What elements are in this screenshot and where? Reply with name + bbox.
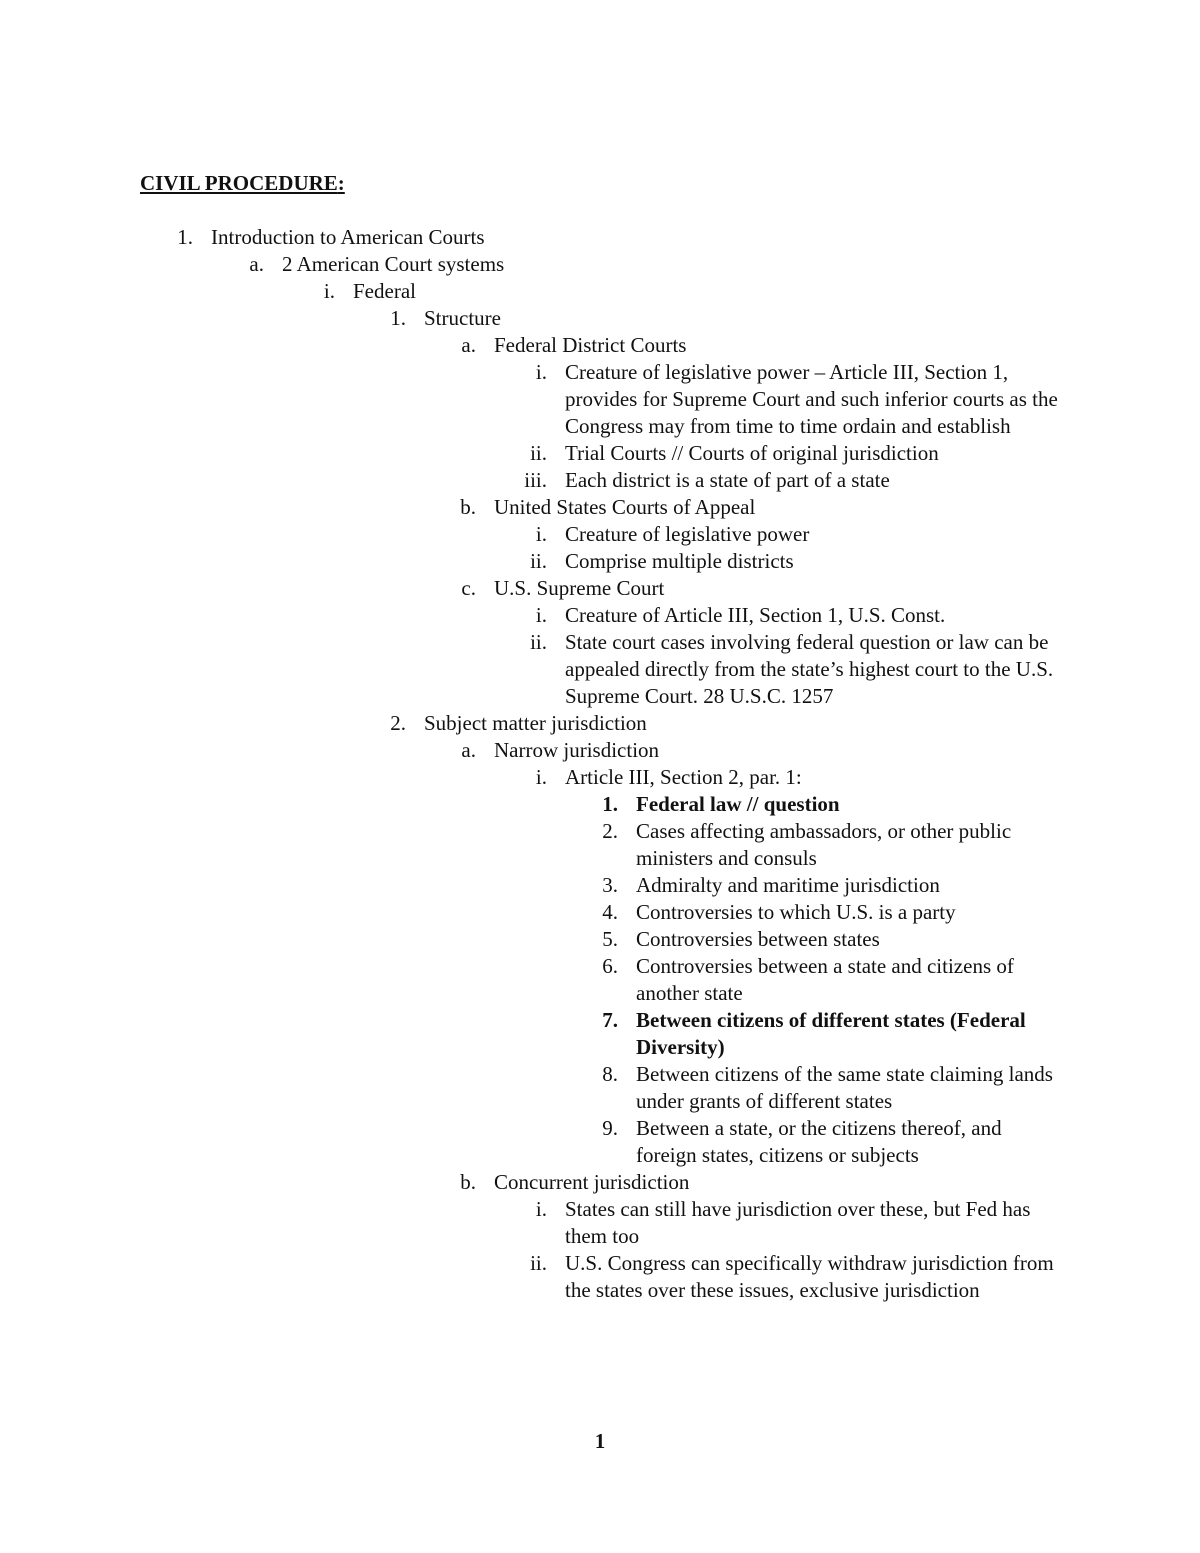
outline-item (535, 359, 1062, 440)
outline-marker: b. (460, 1170, 476, 1194)
outline-text: Structure (424, 306, 501, 330)
outline-text: Trial Courts // Courts of original jurisdiction (565, 441, 939, 465)
outline-marker: b. (460, 495, 476, 519)
outline-item (390, 305, 1062, 332)
outline-text: U.S. Supreme Court (494, 576, 665, 600)
outline-marker: ii. (530, 441, 547, 465)
outline-marker: a. (249, 252, 264, 276)
outline-text: Federal law // question (636, 792, 840, 816)
outline-item (460, 1169, 1062, 1196)
outline-text: Article III, Section 2, par. 1: (565, 765, 802, 789)
outline-text: Narrow jurisdiction (494, 738, 660, 762)
outline-marker: i. (535, 522, 547, 546)
outline-item (461, 737, 1062, 764)
outline-item (535, 764, 1062, 791)
outline-item (602, 1007, 1062, 1061)
outline-text: Each district is a state of part of a state (565, 468, 890, 492)
page-number: 1 (594, 1429, 606, 1453)
document-title-suffix: : (337, 171, 345, 195)
outline-item (530, 629, 1062, 710)
outline-marker: i. (535, 360, 547, 384)
outline-text: Federal District Courts (494, 333, 687, 357)
outline-text: Creature of legislative power – Article III, Section 1, provides for Supreme Court and such inferior courts as the Congress may from time to time ordain and establish (565, 360, 1058, 438)
outline-item (602, 872, 1062, 899)
outline-item (249, 251, 1062, 278)
outline-marker: ii. (530, 630, 547, 654)
outline-marker: 1. (390, 306, 406, 330)
outline-item (602, 926, 1062, 953)
outline-item (524, 467, 1062, 494)
outline-marker: 8. (602, 1062, 618, 1086)
outline-marker: 1. (177, 225, 193, 249)
outline-text: Creature of legislative power (565, 522, 810, 546)
outline-text: Controversies between states (636, 927, 880, 951)
outline-marker: 9. (602, 1116, 618, 1140)
outline-text: United States Courts of Appeal (494, 495, 756, 519)
outline-item (602, 1115, 1062, 1169)
outline-text: Introduction to American Courts (211, 225, 485, 249)
outline-text: Subject matter jurisdiction (424, 711, 647, 735)
outline-item (602, 1061, 1062, 1115)
outline-marker: iii. (524, 468, 547, 492)
outline-marker: 2. (390, 711, 406, 735)
outline-text: Concurrent jurisdiction (494, 1170, 690, 1194)
outline-item (530, 548, 1062, 575)
outline-item (602, 899, 1062, 926)
outline-text: State court cases involving federal question or law can be appealed directly from the state’s highest court to the U.S. Supreme Court. 28 U.S.C. 1257 (565, 630, 1054, 708)
outline-item (177, 224, 1062, 251)
document-title-text: CIVIL PROCEDURE (140, 171, 338, 195)
outline-text: Between a state, or the citizens thereof, and foreign states, citizens or subjects (636, 1116, 1002, 1167)
outline-marker: a. (461, 738, 476, 762)
outline-item (390, 710, 1062, 737)
outline-item (460, 494, 1062, 521)
outline-marker: 2. (602, 819, 618, 843)
outline-marker: a. (461, 333, 476, 357)
document-title (140, 168, 345, 198)
outline-marker: i. (535, 1197, 547, 1221)
outline-marker: c. (461, 576, 476, 600)
outline-text: Controversies between a state and citizens of another state (636, 954, 1014, 1005)
outline-text: Cases affecting ambassadors, or other public ministers and consuls (636, 819, 1012, 870)
outline-text: Comprise multiple districts (565, 549, 794, 573)
outline-item (323, 278, 1062, 305)
outline-item (602, 818, 1062, 872)
outline-item (602, 953, 1062, 1007)
outline-marker: 7. (602, 1008, 618, 1032)
outline-item (602, 791, 1062, 818)
outline-marker: 5. (602, 927, 618, 951)
outline-marker: 3. (602, 873, 618, 897)
outline-marker: i. (535, 603, 547, 627)
outline-item (461, 575, 1062, 602)
outline-item (530, 440, 1062, 467)
outline-marker: 1. (602, 792, 618, 816)
outline-text: Between citizens of different states (Federal Diversity) (636, 1008, 1026, 1059)
outline-marker: ii. (530, 1251, 547, 1275)
outline-text: Between citizens of the same state claiming lands under grants of different states (636, 1062, 1053, 1113)
outline-marker: i. (535, 765, 547, 789)
outline-item (535, 521, 1062, 548)
outline-item (461, 332, 1062, 359)
outline-marker: 6. (602, 954, 618, 978)
outline-marker: i. (323, 279, 335, 303)
outline-text: Federal (353, 279, 416, 303)
outline-text: Admiralty and maritime jurisdiction (636, 873, 940, 897)
outline-marker: ii. (530, 549, 547, 573)
outline-item (535, 1196, 1062, 1250)
outline-text: Creature of Article III, Section 1, U.S. Const. (565, 603, 946, 627)
outline-marker: 4. (602, 900, 618, 924)
outline-text: Controversies to which U.S. is a party (636, 900, 956, 924)
outline-item (535, 602, 1062, 629)
outline-item (530, 1250, 1062, 1304)
outline-text: States can still have jurisdiction over these, but Fed has them too (565, 1197, 1031, 1248)
outline-text: 2 American Court systems (282, 252, 505, 276)
outline-text: U.S. Congress can specifically withdraw jurisdiction from the states over these issues, exclusive jurisdiction (565, 1251, 1054, 1302)
